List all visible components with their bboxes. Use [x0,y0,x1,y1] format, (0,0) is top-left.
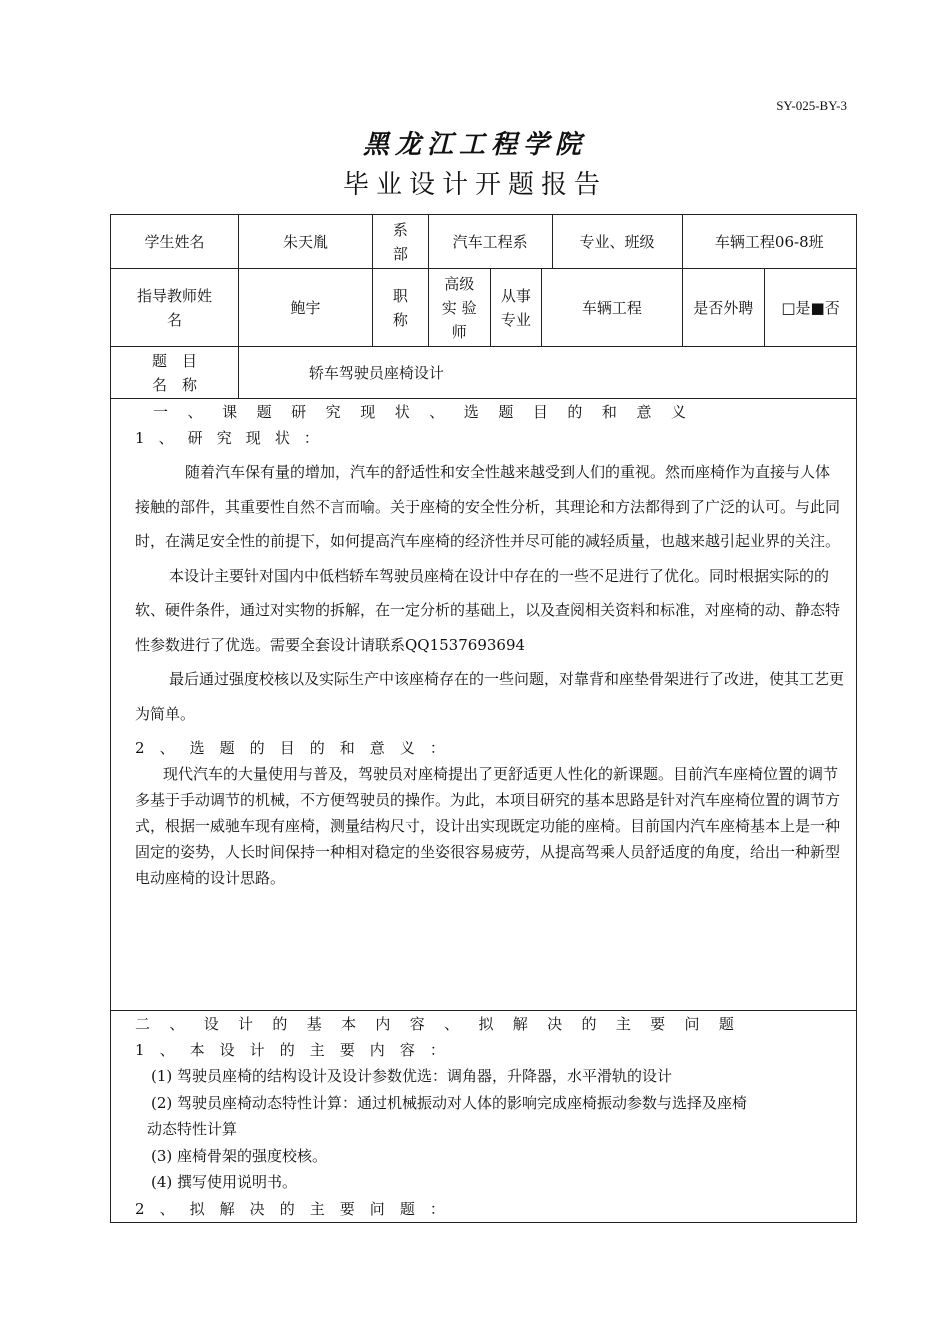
section-1-heading: 一 、 课 题 研 究 现 状 、 选 题 目 的 和 意 义 [153,403,686,421]
proposal-form-table [110,214,857,1223]
research-status-paragraph-2: 本设计主要针对国内中低档轿车驾驶员座椅在设计中存在的一些不足进行了优化。同时根据实际的的软、硬件条件，通过对实物的拆解，在一定分析的基础上，以及查阅相关资料和标准，对座椅的动、静态特性参数进行了优选。需要全套设计请联系QQ1537693694 [135,566,841,654]
section-2-cell [111,1011,857,1223]
topic-value: 轿车驾驶员座椅设计 [238,347,856,399]
section-1-row [111,399,857,1011]
report-title: 毕业设计开题报告 [342,170,607,200]
main-content-heading: 1 、 本 设 计 的 主 要 内 容 ： [135,1041,445,1059]
department-value: 汽车工程系 [428,215,552,269]
document-code: SY-025-BY-3 [776,98,847,113]
content-item-4: (4) 撰写使用说明书。 [151,1173,298,1191]
school-name-logo: 黑龙江工程学院 [362,130,587,160]
external-hire-label: 是否外聘 [682,269,765,347]
content-item-2: (2) 驾驶员座椅动态特性计算：通过机械振动对人体的影响完成座椅振动参数与选择及座椅 动态特性计算 [147,1093,748,1138]
advisor-title-value: 高级 实 验 师 [428,269,490,347]
field-value: 车辆工程 [542,269,682,347]
major-class-value: 车辆工程06-8班 [682,215,856,269]
content-item-3: (3) 座椅骨架的强度校核。 [151,1146,328,1165]
research-status-paragraph-3: 最后通过强度校核以及实际生产中该座椅存在的一些问题，对靠背和座垫骨架进行了改进，使其工艺更为简单。 [135,670,845,723]
section-1-cell [111,399,857,1011]
topic-label: 题 目 名 称 [111,347,239,399]
external-hire-checkbox: □是■否 [765,269,857,347]
form-row-topic [111,347,857,399]
purpose-significance-heading: 2 、 选 题 的 目 的 和 意 义 ： [135,739,445,757]
student-name-label: 学生姓名 [111,215,239,269]
content-item-1: (1) 驾驶员座椅的结构设计及设计参数优选：调角器，升降器，水平滑轨的设计 [151,1067,673,1085]
section-2-heading: 二 、 设 计 的 基 本 内 容 、 拟 解 决 的 主 要 问 题 [135,1015,734,1033]
major-class-label: 专业、班级 [552,215,682,269]
advisor-title-label: 职 称 [373,269,429,347]
department-label: 系 部 [373,215,429,269]
student-name-value: 朱天胤 [238,215,372,269]
research-status-heading: 1 、 研 究 现 状 ： [135,429,319,447]
advisor-label: 指导教师姓 名 [111,269,239,347]
field-label: 从事 专业 [490,269,542,347]
research-status-paragraph-1: 随着汽车保有量的增加，汽车的舒适性和安全性越来越受到人们的重视。然而座椅作为直接与人体接触的部件，其重要性自然不言而喻。关于座椅的安全性分析，其理论和方法都得到了广泛的认可。与此同时，在满足安全性的前提下，如何提高汽车座椅的经济性并尽可能的减轻质量，也越来越引起业界的关注。 [135,463,841,550]
section-2-row [111,1011,857,1223]
purpose-significance-paragraph: 现代汽车的大量使用与普及，驾驶员对座椅提出了更舒适更人性化的新课题。目前汽车座椅位置的调节多基于手动调节的机械，不方便驾驶员的操作。为此，本项目研究的基本思路是针对汽车座椅位置的调节方式，根据一威驰车现有座椅，测量结构尺寸，设计出实现既定功能的座椅。目前国内汽车座椅基本上是一种固定的姿势，人长时间保持一种相对稳定的坐姿很容易疲劳，从提高驾乘人员舒适度的角度，给出一种新型电动座椅的设计思路。 [135,765,841,887]
problems-heading: 2 、 拟 解 决 的 主 要 问 题 ： [135,1199,445,1218]
form-row-student [111,215,857,269]
advisor-value: 鲍宇 [238,269,372,347]
form-row-advisor [111,269,857,347]
